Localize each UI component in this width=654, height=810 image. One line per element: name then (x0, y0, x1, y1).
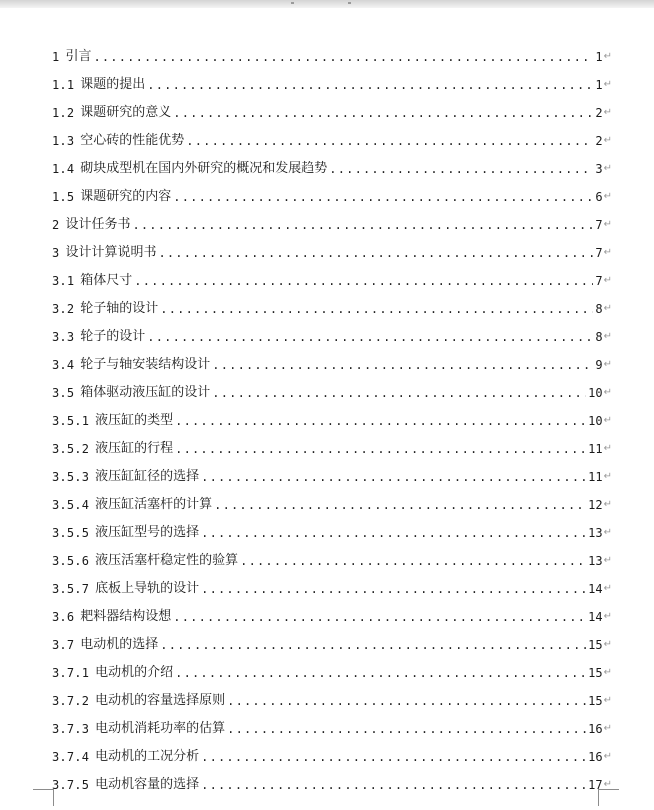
toc-entry[interactable] (52, 211, 612, 239)
toc-entry-page-number: 15 (588, 638, 603, 652)
toc-entry-number: 1.1 (52, 78, 75, 92)
toc-dot-leader (186, 132, 593, 150)
toc-entry-number: 3.5.7 (52, 582, 90, 596)
toc-entry-page-number: 10 (588, 386, 603, 400)
toc-entry[interactable] (52, 491, 612, 519)
toc-entry-page-number: 13 (588, 526, 603, 540)
toc-entry[interactable] (52, 239, 612, 267)
toc-entry-page-number: 7 (595, 218, 603, 232)
toc-dot-leader (329, 160, 593, 178)
toc-entry-title: 砌块成型机在国内外研究的概况和发展趋势 (80, 161, 328, 176)
toc-entry-page-number: 9 (595, 358, 603, 372)
toc-entry-page-number: 10 (588, 414, 603, 428)
toc-entry-title: 液压缸的类型 (95, 413, 174, 428)
toc-dot-leader (214, 496, 586, 514)
toc-dot-leader (227, 692, 586, 710)
toc-entry-number: 3.1 (52, 274, 75, 288)
toc-entry-page-number: 1 (595, 50, 603, 64)
table-of-contents (52, 43, 612, 799)
paragraph-mark-icon: ↵ (603, 723, 612, 734)
toc-entry[interactable] (52, 575, 612, 603)
paragraph-mark-icon: ↵ (603, 443, 612, 454)
toc-dot-leader (93, 48, 593, 66)
toc-entry-page-number: 13 (588, 554, 603, 568)
paragraph-mark-icon: ↵ (603, 611, 612, 622)
toc-entry-number: 1.4 (52, 162, 75, 176)
toc-entry[interactable] (52, 183, 612, 211)
toc-entry[interactable] (52, 295, 612, 323)
toc-entry-title: 空心砖的性能优势 (80, 133, 185, 148)
paragraph-mark-icon: ↵ (603, 275, 612, 286)
toc-dot-leader (240, 552, 586, 570)
paragraph-mark-icon: ↵ (603, 555, 612, 566)
toc-entry-page-number: 3 (595, 162, 603, 176)
toc-entry-page-number: 11 (588, 442, 603, 456)
toc-entry-number: 3.7.5 (52, 778, 90, 792)
toc-entry-title: 引言 (65, 49, 92, 64)
toc-dot-leader (201, 776, 586, 794)
toc-entry-number: 3.5.6 (52, 554, 90, 568)
toc-entry-title: 电动机容量的选择 (95, 777, 200, 792)
toc-entry-number: 1.3 (52, 134, 75, 148)
toc-entry-page-number: 7 (595, 274, 603, 288)
page-top-shadow (0, 0, 654, 8)
paragraph-mark-icon: ↵ (603, 667, 612, 678)
toc-entry[interactable] (52, 631, 612, 659)
paragraph-mark-icon: ↵ (603, 779, 612, 790)
paragraph-mark-icon: ↵ (603, 359, 612, 370)
toc-entry-title: 液压缸型号的选择 (95, 525, 200, 540)
toc-entry[interactable] (52, 547, 612, 575)
toc-entry-page-number: 1 (595, 78, 603, 92)
toc-dot-leader (212, 356, 593, 374)
toc-entry-number: 3.2 (52, 302, 75, 316)
paragraph-mark-icon: ↵ (603, 135, 612, 146)
paragraph-mark-icon: ↵ (603, 191, 612, 202)
toc-dot-leader (134, 272, 593, 290)
paragraph-mark-icon: ↵ (603, 583, 612, 594)
toc-entry-title: 底板上导轨的设计 (95, 581, 200, 596)
paragraph-mark-icon: ↵ (603, 415, 612, 426)
toc-dot-leader (160, 300, 593, 318)
toc-entry[interactable] (52, 351, 612, 379)
toc-entry-title: 耙料器结构设想 (80, 609, 172, 624)
toc-entry-page-number: 7 (595, 246, 603, 260)
toc-entry[interactable] (52, 323, 612, 351)
toc-entry-title: 液压缸活塞杆的计算 (95, 497, 213, 512)
toc-entry[interactable] (52, 435, 612, 463)
toc-entry-number: 3.5 (52, 386, 75, 400)
toc-entry-page-number: 6 (595, 190, 603, 204)
paragraph-mark-icon: ↵ (603, 163, 612, 174)
page-corner-mark-right (598, 789, 619, 806)
toc-entry[interactable] (52, 407, 612, 435)
toc-entry-number: 3 (52, 246, 60, 260)
toc-entry-title: 电动机消耗功率的估算 (95, 721, 226, 736)
toc-dot-leader (201, 580, 586, 598)
toc-entry[interactable] (52, 687, 612, 715)
toc-entry-number: 1.5 (52, 190, 75, 204)
toc-entry-number: 3.7.4 (52, 750, 90, 764)
toc-dot-leader (201, 748, 586, 766)
toc-entry-title: 电动机的选择 (80, 637, 159, 652)
toc-entry-number: 3.7 (52, 638, 75, 652)
toc-entry[interactable] (52, 715, 612, 743)
toc-dot-leader (173, 104, 593, 122)
toc-entry[interactable] (52, 71, 612, 99)
toc-entry-page-number: 15 (588, 694, 603, 708)
paragraph-mark-icon: ↵ (603, 471, 612, 482)
toc-entry[interactable] (52, 99, 612, 127)
toc-entry-page-number: 17 (588, 778, 603, 792)
toc-entry-number: 3.3 (52, 330, 75, 344)
paragraph-mark-icon: ↵ (603, 247, 612, 258)
toc-entry-number: 3.7.2 (52, 694, 90, 708)
toc-dot-leader (227, 720, 586, 738)
toc-entry-title: 箱体驱动液压缸的设计 (80, 385, 211, 400)
toc-entry-number: 3.4 (52, 358, 75, 372)
paragraph-mark-icon: ↵ (603, 527, 612, 538)
toc-entry-page-number: 2 (595, 106, 603, 120)
toc-entry[interactable] (52, 659, 612, 687)
toc-entry-page-number: 12 (588, 498, 603, 512)
toc-dot-leader (175, 412, 586, 430)
paragraph-mark-icon: ↵ (603, 51, 612, 62)
toc-entry-page-number: 8 (595, 330, 603, 344)
paragraph-mark-icon: ↵ (603, 79, 612, 90)
toc-entry-number: 3.5.5 (52, 526, 90, 540)
toc-entry[interactable] (52, 771, 612, 799)
toc-entry-number: 1 (52, 50, 60, 64)
toc-dot-leader (173, 608, 586, 626)
toc-entry-number: 3.5.2 (52, 442, 90, 456)
toc-entry-title: 电动机的工况分析 (95, 749, 200, 764)
toc-entry-number: 3.5.3 (52, 470, 90, 484)
toc-entry[interactable] (52, 43, 612, 71)
toc-entry-number: 3.7.1 (52, 666, 90, 680)
toc-dot-leader (158, 244, 593, 262)
page-corner-mark-left (33, 789, 54, 806)
toc-entry-number: 3.5.1 (52, 414, 90, 428)
paragraph-mark-icon: ↵ (603, 639, 612, 650)
ruler-mark (348, 2, 351, 4)
toc-entry-title: 设计计算说明书 (65, 245, 157, 260)
toc-dot-leader (201, 468, 586, 486)
toc-entry-title: 设计任务书 (65, 217, 131, 232)
toc-entry-number: 2 (52, 218, 60, 232)
toc-entry-title: 电动机的容量选择原则 (95, 693, 226, 708)
toc-entry[interactable] (52, 155, 612, 183)
toc-entry-page-number: 2 (595, 134, 603, 148)
toc-entry-title: 液压缸缸径的选择 (95, 469, 200, 484)
paragraph-mark-icon: ↵ (603, 387, 612, 398)
ruler-mark (291, 2, 294, 4)
toc-dot-leader (132, 216, 593, 234)
paragraph-mark-icon: ↵ (603, 499, 612, 510)
toc-entry-title: 轮子的设计 (80, 329, 146, 344)
toc-entry-title: 液压活塞杆稳定性的验算 (95, 553, 239, 568)
paragraph-mark-icon: ↵ (603, 751, 612, 762)
paragraph-mark-icon: ↵ (603, 331, 612, 342)
toc-entry-title: 课题研究的内容 (80, 189, 172, 204)
paragraph-mark-icon: ↵ (603, 107, 612, 118)
toc-entry-number: 3.6 (52, 610, 75, 624)
toc-entry-title: 课题的提出 (80, 77, 146, 92)
toc-dot-leader (175, 440, 586, 458)
toc-entry-number: 1.2 (52, 106, 75, 120)
toc-entry-title: 箱体尺寸 (80, 273, 133, 288)
toc-entry[interactable] (52, 127, 612, 155)
toc-entry-title: 液压缸的行程 (95, 441, 174, 456)
toc-entry-page-number: 14 (588, 610, 603, 624)
toc-entry[interactable] (52, 267, 612, 295)
toc-entry[interactable] (52, 743, 612, 771)
paragraph-mark-icon: ↵ (603, 219, 612, 230)
document-page (0, 8, 654, 810)
toc-entry-title: 轮子轴的设计 (80, 301, 159, 316)
toc-entry-page-number: 16 (588, 750, 603, 764)
toc-entry-page-number: 15 (588, 666, 603, 680)
toc-dot-leader (212, 384, 586, 402)
toc-dot-leader (160, 636, 586, 654)
toc-entry-title: 课题研究的意义 (80, 105, 172, 120)
toc-dot-leader (147, 76, 593, 94)
toc-entry-number: 3.7.3 (52, 722, 90, 736)
paragraph-mark-icon: ↵ (603, 303, 612, 314)
toc-entry-title: 轮子与轴安装结构设计 (80, 357, 211, 372)
toc-entry-number: 3.5.4 (52, 498, 90, 512)
toc-entry-page-number: 14 (588, 582, 603, 596)
toc-entry-page-number: 11 (588, 470, 603, 484)
toc-dot-leader (173, 188, 593, 206)
toc-entry[interactable] (52, 379, 612, 407)
toc-entry[interactable] (52, 603, 612, 631)
toc-entry[interactable] (52, 463, 612, 491)
toc-entry-page-number: 8 (595, 302, 603, 316)
toc-dot-leader (201, 524, 586, 542)
toc-dot-leader (147, 328, 593, 346)
toc-dot-leader (175, 664, 586, 682)
paragraph-mark-icon: ↵ (603, 695, 612, 706)
toc-entry-page-number: 16 (588, 722, 603, 736)
toc-entry[interactable] (52, 519, 612, 547)
toc-entry-title: 电动机的介绍 (95, 665, 174, 680)
